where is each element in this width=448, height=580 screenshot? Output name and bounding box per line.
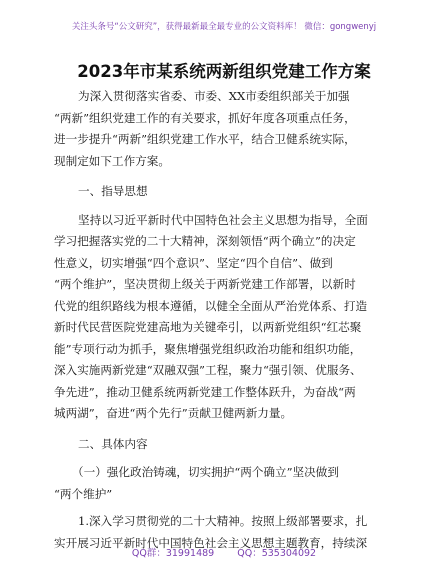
document-title: 2023年市某系统两新组织党建工作方案 bbox=[77, 62, 371, 81]
text-line: 实开展习近平新时代中国特色社会主义思想主题教育，持续深 bbox=[54, 535, 368, 550]
text-line: 性意义，切实增强“四个意识”、坚定“四个自信”、做到 bbox=[54, 255, 333, 270]
text-line: 为深入贯彻落实省委、市委、XX市委组织部关于加强 bbox=[78, 89, 350, 103]
qq-group-text: QQ群：31991489 bbox=[131, 548, 215, 559]
text-line: 争先进”，推动卫健系统两新党建工作整体跃升，为奋战“两 bbox=[54, 384, 356, 399]
intro-paragraph bbox=[54, 86, 394, 172]
text-line: 现制定如下工作方案。 bbox=[54, 153, 170, 168]
text-line: 深入实施两新党建“双融双强”工程，聚力“强引领、优服务、 bbox=[54, 363, 362, 377]
contact-footer bbox=[0, 545, 448, 559]
subsection-heading bbox=[54, 462, 394, 505]
text-line: （一）强化政治铸魂，切实拥护“两个确立”坚决做到 bbox=[72, 465, 339, 479]
text-line: 新时代民营医院党建高地为关键牵引，以两新党组织“红芯聚 bbox=[54, 320, 362, 334]
text-line: 学习把握落实党的二十大精神，深刻领悟“两个确立”的决定 bbox=[54, 234, 356, 248]
text-line: 代党的组织路线为根本遵循，以健全全面从严治党体系、打造 bbox=[54, 298, 368, 313]
section-heading-guiding-thought: 一、指导思想 bbox=[78, 184, 148, 198]
text-line: 坚持以习近平新时代中国特色社会主义思想为指导，全面 bbox=[78, 212, 368, 227]
text-line: 能”专项行动为抓手，聚焦增强党组织政治功能和组织功能， bbox=[54, 341, 362, 356]
text-line: 1.深入学习贯彻党的二十大精神。按照上级部署要求，扎 bbox=[78, 514, 368, 528]
section-heading-specific-content: 二、具体内容 bbox=[78, 436, 148, 451]
text-line: 进一步提升“两新”组织党建工作水平，结合卫健系统实际， bbox=[54, 132, 356, 146]
text-line: “两个维护”，坚决贯彻上级关于两新党建工作部署，以新时 bbox=[54, 277, 356, 291]
text-line: “两个维护” bbox=[54, 486, 113, 501]
promo-banner: 关注头条号“公文研究”，获得最新最全最专业的公文资料库！ 微信：gongwenyj bbox=[71, 22, 377, 32]
text-line: “两新”组织党建工作的有关要求，抓好年度各项重点任务， bbox=[54, 110, 356, 125]
document-body bbox=[54, 86, 394, 554]
guiding-thought-paragraph bbox=[54, 210, 394, 425]
text-line: 城两湖”，奋进“两个先行”贡献卫健两新力量。 bbox=[54, 406, 293, 420]
qq-text: QQ：535304092 bbox=[237, 548, 317, 559]
